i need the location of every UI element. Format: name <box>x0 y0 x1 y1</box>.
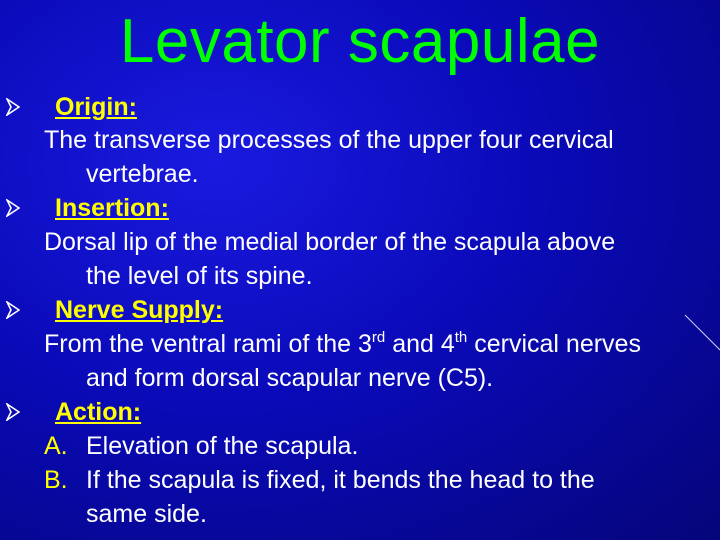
section-text: The transverse processes of the upper four cervical <box>44 126 614 154</box>
nerve-sup-th: th <box>454 329 468 346</box>
section-text: and form dorsal scapular nerve (C5). <box>86 364 494 392</box>
section-text: Dorsal lip of the medial border of the scapula above <box>44 228 616 256</box>
arrowhead-bullet-icon <box>6 199 20 217</box>
section-text: the level of its spine. <box>86 262 313 290</box>
nerve-text-b: and 4 <box>385 330 455 358</box>
action-item-text: Elevation of the scapula. <box>86 432 359 460</box>
section-heading: Action: <box>55 398 142 426</box>
arrowhead-bullet-icon <box>6 403 20 421</box>
decorative-line <box>680 300 720 360</box>
section-heading: Insertion: <box>55 194 169 222</box>
nerve-text-line <box>44 327 641 361</box>
action-item-text: If the scapula is fixed, it bends the head to the <box>86 466 595 494</box>
nerve-sup-rd: rd <box>371 329 386 346</box>
nerve-text-a: From the ventral rami of the 3 <box>44 330 372 358</box>
action-item-letter: A. <box>44 432 68 460</box>
action-item-text: same side. <box>86 500 207 528</box>
slide-title: Levator scapulae <box>119 7 601 76</box>
action-item-letter: B. <box>44 466 68 494</box>
arrowhead-bullet-icon <box>6 98 20 116</box>
section-text: vertebrae. <box>86 160 199 188</box>
nerve-text-c: cervical nerves <box>467 330 641 358</box>
section-heading: Origin: <box>55 93 137 121</box>
arrowhead-bullet-icon <box>6 301 20 319</box>
section-heading: Nerve Supply: <box>55 296 224 324</box>
